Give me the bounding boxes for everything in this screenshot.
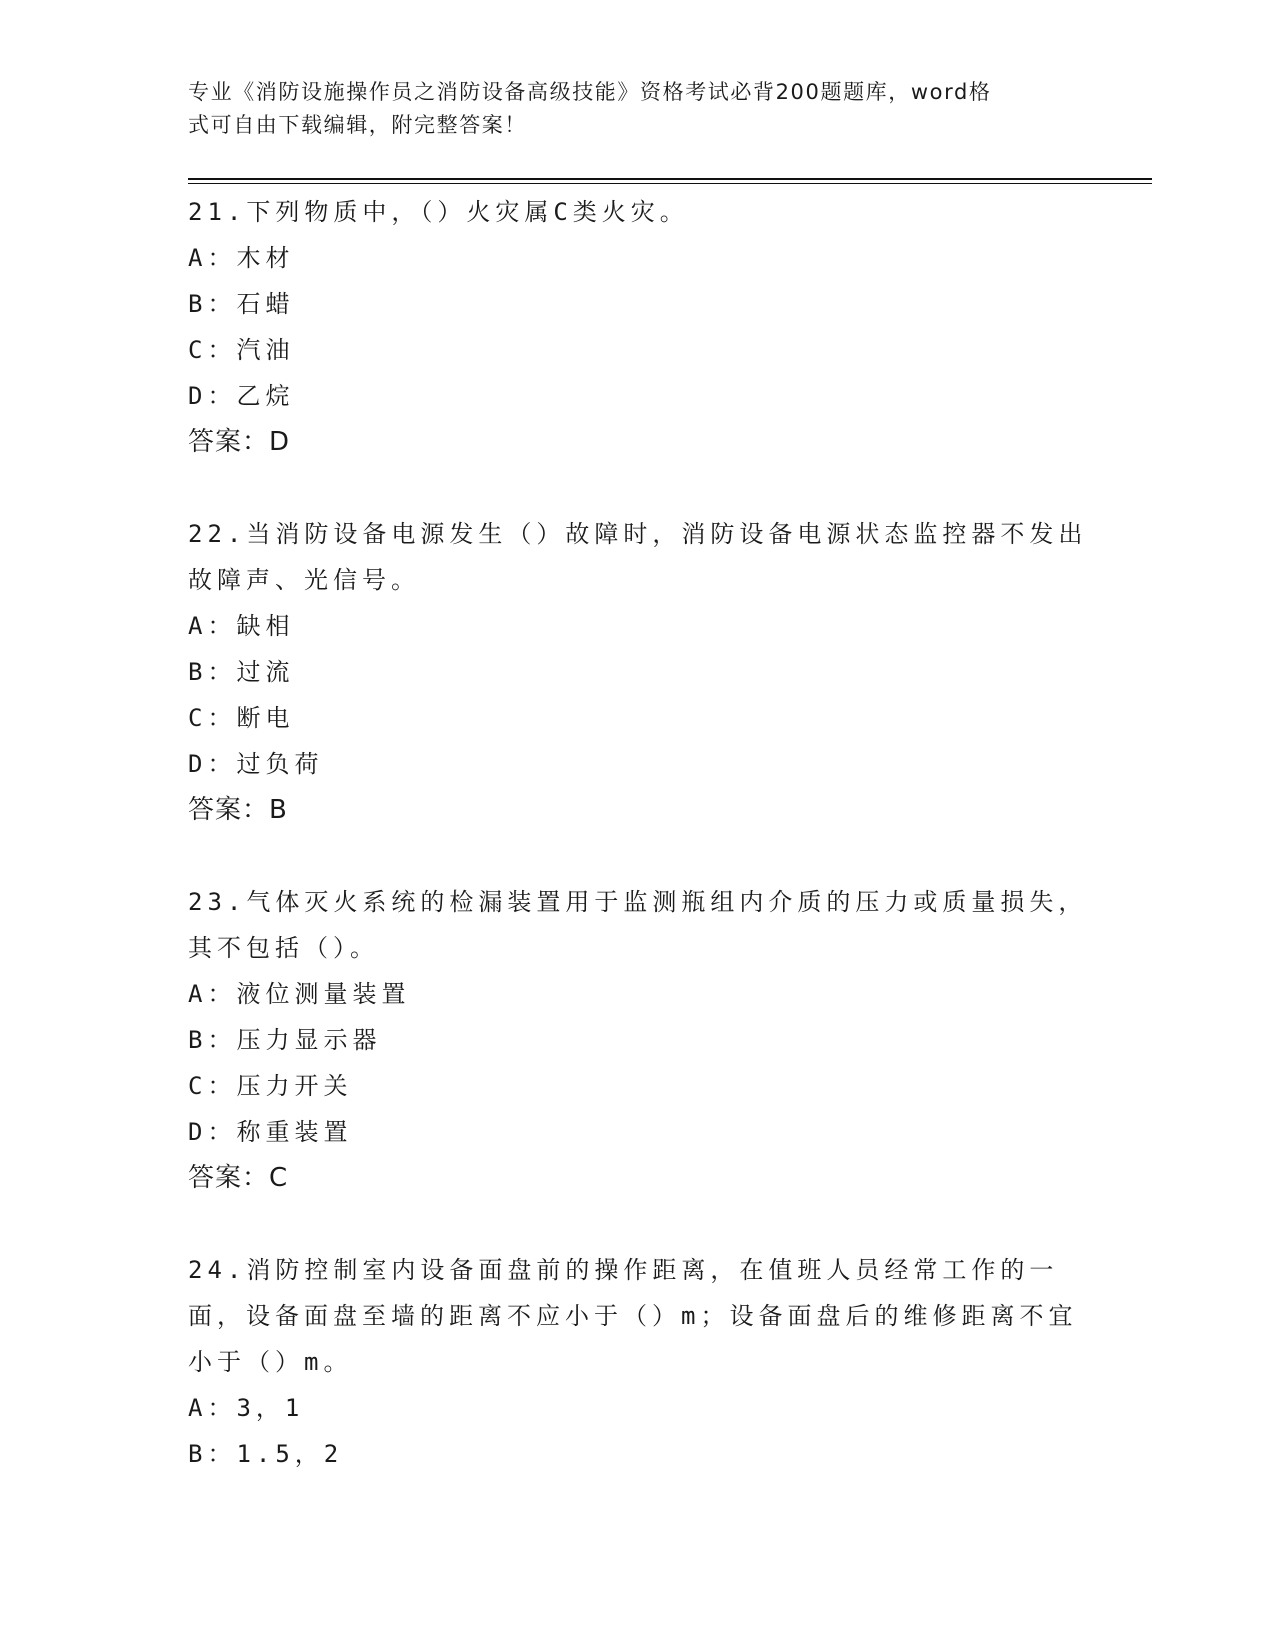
option-b: B：过流	[188, 658, 295, 686]
option-c: C：汽油	[188, 336, 295, 364]
option-a: A：木材	[188, 244, 295, 272]
question-22	[188, 511, 1088, 833]
option-c: C：压力开关	[188, 1072, 353, 1100]
answer: 答案：C	[188, 1163, 289, 1193]
question-stem: 21.下列物质中，（）火灾属C类火灾。	[188, 198, 689, 226]
option-a: A：3，1	[188, 1394, 305, 1422]
question-21	[188, 189, 1088, 465]
question-stem: 22.当消防设备电源发生（）故障时，消防设备电源状态监控器不发出故障声、光信号。	[188, 520, 1088, 594]
question-stem: 23.气体灭火系统的检漏装置用于监测瓶组内介质的压力或质量损失，其不包括（）。	[188, 888, 1088, 962]
header-line-1: 专业《消防设施操作员之消防设备高级技能》资格考试必背200题题库，word格	[188, 80, 992, 104]
question-stem: 24.消防控制室内设备面盘前的操作距离，在值班人员经常工作的一面，设备面盘至墙的距离不应小于（）m；设备面盘后的维修距离不宜小于（）m。	[188, 1256, 1078, 1376]
option-d: D：称重装置	[188, 1118, 353, 1146]
header-line-2: 式可自由下载编辑，附完整答案！	[188, 113, 527, 137]
option-b: B：石蜡	[188, 290, 295, 318]
answer: 答案：B	[188, 795, 288, 825]
option-a: A：液位测量装置	[188, 980, 411, 1008]
option-b: B：压力显示器	[188, 1026, 382, 1054]
option-a: A：缺相	[188, 612, 295, 640]
header-divider-thin	[188, 183, 1152, 184]
header-divider-thick	[188, 178, 1152, 180]
question-24	[188, 1247, 1088, 1477]
question-list	[188, 189, 1088, 1523]
answer: 答案：D	[188, 427, 291, 457]
document-header	[188, 76, 1068, 142]
question-23	[188, 879, 1088, 1201]
option-d: D：乙烷	[188, 382, 295, 410]
option-b: B：1.5，2	[188, 1440, 344, 1468]
option-d: D：过负荷	[188, 750, 324, 778]
option-c: C：断电	[188, 704, 295, 732]
